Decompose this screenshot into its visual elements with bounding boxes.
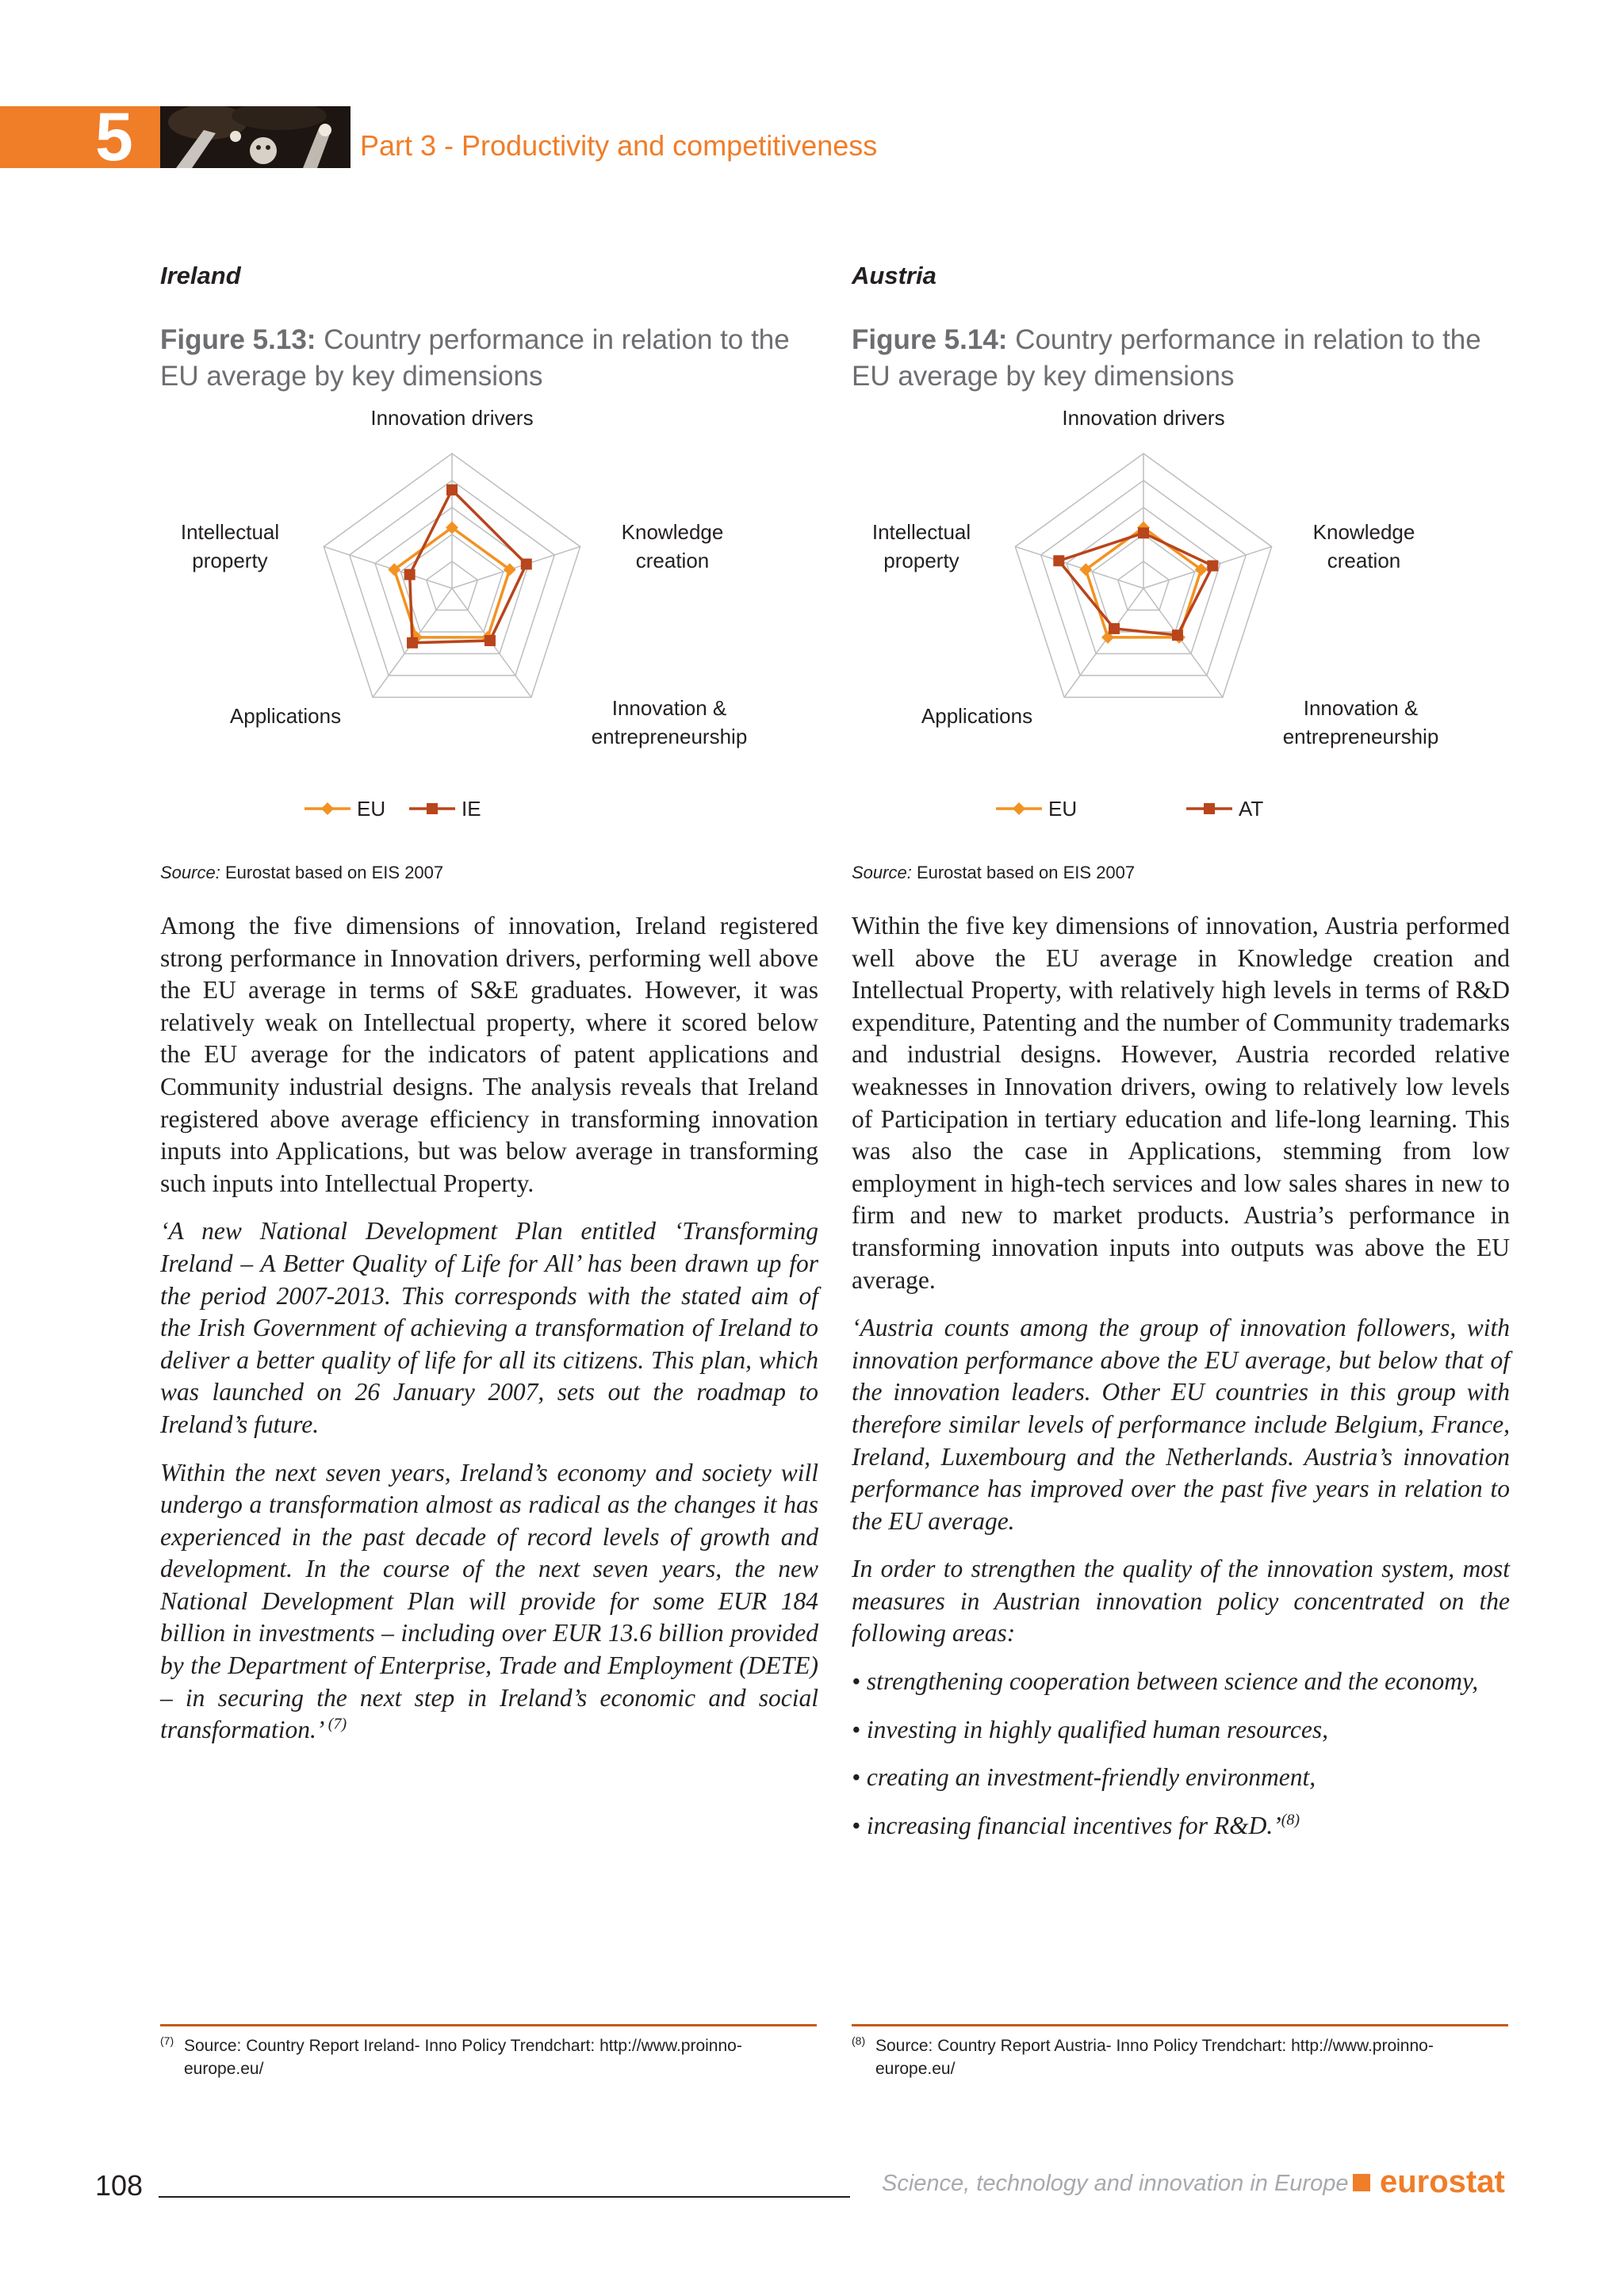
body-paragraph: Within the five key dimensions of innovation, Austria performed well above the EU average in Knowledge creation and Intellectual Property, with relatively high levels in terms of R&D expenditure, Patenting and the number of Community trademarks and industrial designs. However, Austria recorded relative weaknesses in Innovation drivers, owing to relatively low levels of Participation in tertiary education and life-long learning. This was also the case in Applications, stemming from low employment in high-tech services and low sales shares in new to firm and new to market products. Austria’s performance in transforming innovation inputs into outputs was above the EU average.: [852, 912, 1510, 1294]
radar-chart-austria: [852, 398, 1510, 858]
figure-number: Figure 5.14:: [852, 324, 1008, 355]
source-text: Eurostat based on EIS 2007: [220, 863, 444, 882]
quote-paragraph: ‘A new National Development Plan entitled ‘Transforming Ireland – A Better Quality of Life for All’ has been drawn up for the period 2007-2013. This corresponds with the stated aim of the Irish Government of achieving a transformation of Ireland to deliver a better quality of life for all its citizens. This plan, which was launched on 26 January 2007, sets out the roadmap to Ireland’s future.: [160, 1217, 818, 1438]
figure-source: [852, 863, 1510, 910]
radar-spoke: [1143, 588, 1223, 698]
data-point-at: [1138, 527, 1149, 538]
radar-spoke: [1064, 588, 1143, 698]
ireland-column: [160, 262, 818, 1762]
data-point-at: [1053, 555, 1064, 566]
axis-label: Intellectual property: [180, 520, 280, 572]
figure-title: [160, 322, 818, 395]
figure-caption: Country performance in relation to the EU average by key dimensions: [160, 324, 790, 392]
source-label: Source:: [160, 863, 220, 882]
legend-marker: [1013, 802, 1025, 815]
body-paragraph: Among the five dimensions of innovation, Ireland registered strong performance in Innovation drivers, performing well above the EU average in terms of S&E graduates. However, it was relatively weak on Intellectual property, where it scored below the EU average for the indicators of patent applications and Community industrial designs. The analysis reveals that Ireland registered above average efficiency in transforming innovation inputs into Applications, but was below average in transforming such inputs into Intellectual Property.: [160, 912, 818, 1197]
chapter-number: 5: [95, 99, 133, 175]
footnote-reference: (7): [327, 1715, 347, 1733]
source-text: Eurostat based on EIS 2007: [911, 863, 1136, 882]
bullet-item: • investing in highly qualified human resources,: [852, 1715, 1328, 1743]
footnote-text: Source: Country Report Austria- Inno Policy Trendchart: http://www.proinno-europe.eu/: [875, 2037, 1434, 2078]
series-line-at: [1059, 533, 1212, 635]
bullet-text: • increasing financial incentives for R&D.’: [852, 1811, 1281, 1839]
bullet-item: • strengthening cooperation between science and the economy,: [852, 1667, 1479, 1696]
quote-paragraph: In order to strengthen the quality of the innovation system, most measures in Austrian innovation policy concentrated on the following areas:: [852, 1555, 1510, 1647]
axis-label: Intellectual property: [871, 520, 971, 572]
axis-label: Innovation & entrepreneurship: [591, 696, 748, 748]
data-point-ie: [404, 569, 416, 580]
figure-caption: Country performance in relation to the EU average by key dimensions: [852, 324, 1481, 392]
figure-number: Figure 5.13:: [160, 324, 316, 355]
page-number: 108: [95, 2169, 144, 2202]
legend-label: IE: [462, 797, 481, 821]
axis-label: Innovation drivers: [370, 406, 534, 430]
quote-paragraph: [160, 1457, 818, 1747]
chapter-title: Part 3 - Productivity and competitiveness: [360, 129, 878, 162]
austria-column: [852, 262, 1510, 1858]
data-point-at: [1172, 629, 1183, 641]
footnote-mark: (7): [160, 2034, 174, 2047]
data-point-ie: [446, 484, 458, 496]
legend-item: [304, 797, 385, 821]
legend-marker: [427, 803, 438, 814]
footnote-reference: (8): [1281, 1811, 1300, 1829]
footnote-text: Source: Country Report Ireland- Inno Policy Trendchart: http://www.proinno-europe.eu/: [184, 2037, 742, 2078]
chapter-tab: [0, 99, 160, 175]
axis-label: Knowledge creation: [1312, 520, 1415, 572]
axis-label: Innovation drivers: [1062, 406, 1225, 430]
axis-label: Innovation & entrepreneurship: [1282, 696, 1439, 748]
axis-label: Applications: [921, 704, 1033, 728]
axis-label: Knowledge creation: [621, 520, 724, 572]
eurostat-logo: eurostat: [1380, 2164, 1505, 2199]
quote-text: Within the next seven years, Ireland’s economy and society will undergo a transformation almost as radical as the changes it has experienced in the past decade of record levels of growth and development. In the course of the next seven years, the new National Development Plan will provide for some EUR 184 billion in investments – including over EUR 13.6 billion provided by the Department of Enterprise, Trade and Employment (DETE) – in securing the next step in Ireland’s economic and social transformation.’: [160, 1458, 818, 1744]
country-heading: Ireland: [160, 262, 241, 289]
legend-item: [996, 797, 1077, 821]
footnote-rule: [160, 2024, 817, 2026]
legend-item: [1186, 797, 1263, 821]
publication-title: Science, technology and innovation in Europe: [882, 2171, 1349, 2196]
figure-source: [160, 863, 818, 910]
footnote-ireland: [160, 2034, 795, 2080]
footnote-austria: [852, 2034, 1486, 2080]
bullet-item: [852, 1810, 1510, 1843]
legend-item: [409, 797, 481, 821]
country-heading: Austria: [852, 262, 936, 289]
chapter-photo: [160, 106, 350, 168]
legend-label: EU: [1048, 797, 1078, 821]
legend-marker: [321, 802, 334, 815]
data-point-at: [1109, 623, 1120, 634]
data-point-ie: [485, 635, 496, 646]
legend-marker: [1204, 803, 1215, 814]
footnote-mark: (8): [852, 2034, 866, 2047]
radar-spoke: [324, 546, 452, 588]
bullet-item: • creating an investment-friendly environment,: [852, 1763, 1316, 1792]
radar-chart-ireland: [160, 398, 818, 858]
source-label: Source:: [852, 863, 912, 882]
footer-rule: [159, 2196, 850, 2198]
figure-title: [852, 322, 1510, 395]
quote-paragraph: ‘Austria counts among the group of innovation followers, with innovation performance above the EU average, but below that of the innovation leaders. Other EU countries in this group with therefore similar levels of performance include Belgium, France, Ireland, Luxembourg and the Netherlands. Austria’s innovation performance has improved over the past five years in relation to the EU average.: [852, 1314, 1510, 1535]
data-point-ie: [407, 637, 418, 649]
legend-label: EU: [357, 797, 386, 821]
data-point-ie: [521, 559, 532, 570]
legend-label: AT: [1239, 797, 1264, 821]
footnote-rule: [852, 2024, 1508, 2026]
data-point-at: [1207, 561, 1218, 572]
axis-label: Applications: [229, 704, 342, 728]
brand-square-icon: [1353, 2174, 1370, 2191]
